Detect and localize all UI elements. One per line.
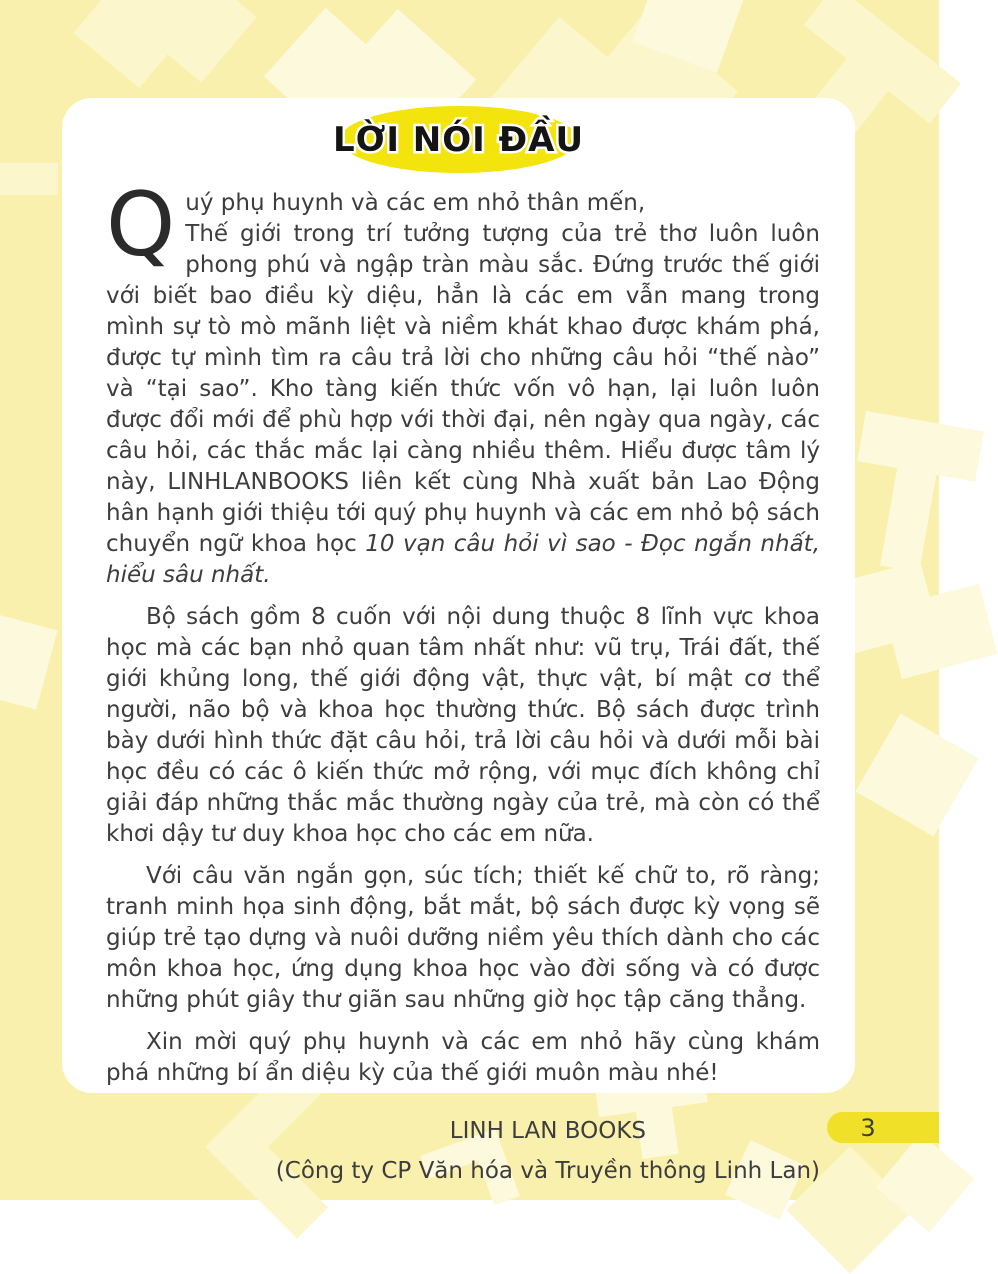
- publisher-name: LINH LAN BOOKS: [449, 1118, 647, 1144]
- preface-text: [106, 173, 820, 1191]
- title-badge: [332, 106, 585, 173]
- paragraph-opening: [106, 173, 820, 591]
- salutation-text: uý phụ huynh và các em nhỏ thân mến,: [185, 190, 646, 216]
- paragraph-2: Bộ sách gồm 8 cuốn với nội dung thuộc 8 lĩnh vực khoa học mà các bạn nhỏ quan tâm nhất như: vũ trụ, Trái đất, thế giới khủng long, thế giới động vật, thực vật, bí mật cơ thể người, não bộ và khoa học thường thức. Bộ sách được trình bày dưới hình thức đặt câu hỏi, trả lời câu hỏi và dưới mỗi bài học đều có các ô kiến thức mở rộng, với mục đích không chỉ giải đáp những thắc mắc thường ngày của trẻ, mà còn có thể khơi dậy tư duy khoa học cho các em nữa.: [106, 604, 820, 847]
- dropcap-letter: Q: [106, 173, 176, 276]
- page-title: LỜI NÓI ĐẦU: [332, 119, 585, 160]
- background-shape: [840, 411, 984, 580]
- paragraph-3: Với câu văn ngắn gọn, súc tích; thiết kế chữ to, rõ ràng; tranh minh họa sinh động, bắt mắt, bộ sách được kỳ vọng sẽ giúp trẻ tạo dựng và nuôi dưỡng niềm yêu thích dành cho các môn khoa học, ứng dụng khoa học vào đời sống và có được những phút giây thư giãn sau những giờ học tập căng thẳng.: [106, 863, 820, 1013]
- paragraph-body: Thế giới trong trí tưởng tượng của trẻ thơ luôn luôn phong phú và ngập tràn màu sắc. Đứng trước thế giới với biết bao điều kỳ diệu, hẳn là các em vẫn mang trong mình sự tò mò mãnh liệt và niềm khát khao được khám phá, được tự mình tìm ra câu trả lời cho những câu hỏi “thế nào” và “tại sao”. Kho tàng kiến thức vốn vô hạn, lại luôn luôn được đổi mới để phù hợp với thời đại, nên ngày qua ngày, các câu hỏi, các thắc mắc lại càng nhiều thêm. Hiểu được tâm lý này, LINHLANBOOKS liên kết cùng Nhà xuất bản Lao Động hân hạnh giới thiệu tới quý phụ huynh và các em nhỏ bộ sách chuyển ngữ khoa học: [106, 221, 820, 557]
- background-shape: [0, 612, 57, 709]
- signature-block: [276, 1111, 820, 1191]
- publisher-company: (Công ty CP Văn hóa và Truyền thông Linh Lan): [275, 1158, 820, 1184]
- series-title: 10 vạn câu hỏi vì sao - Đọc ngắn nhất, hiểu sâu nhất.: [106, 531, 820, 588]
- paragraph-4: Xin mời quý phụ huynh và các em nhỏ hãy cùng khám phá những bí ẩn diệu kỳ của thế giới muôn màu nhé!: [106, 1029, 820, 1086]
- page-number: 3: [860, 1113, 876, 1142]
- content-card: [62, 98, 855, 1184]
- background-shape: [856, 714, 979, 837]
- page-number-tab: [827, 1112, 939, 1143]
- background-shape: [0, 100, 58, 195]
